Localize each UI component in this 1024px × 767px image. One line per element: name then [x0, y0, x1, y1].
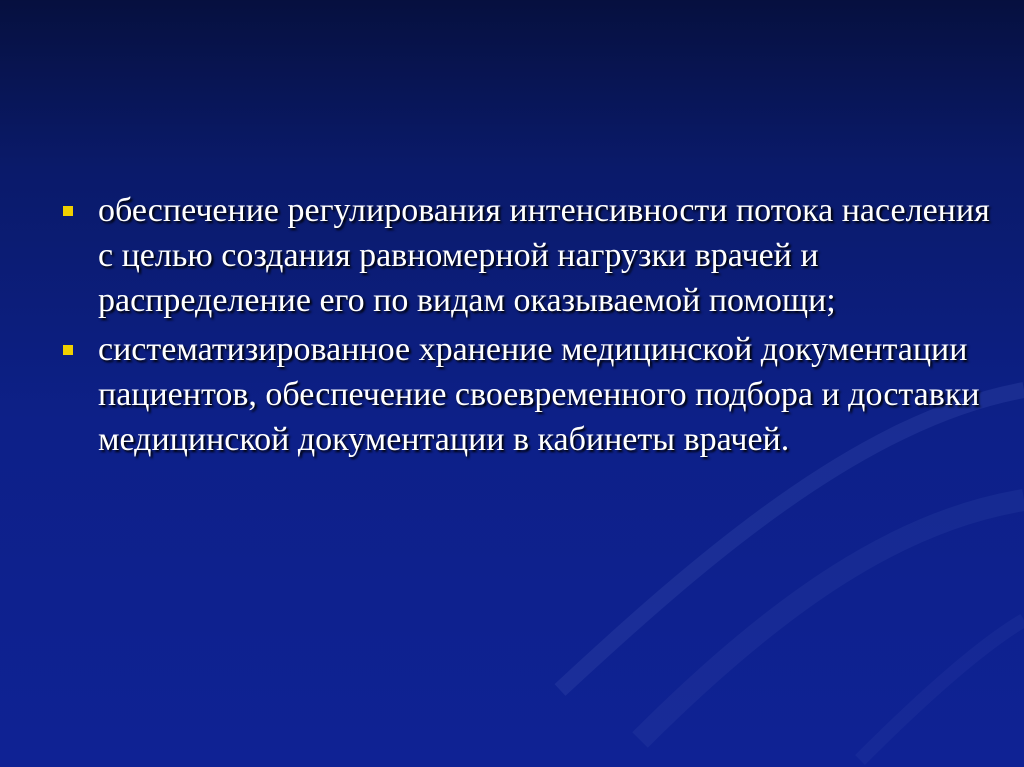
- square-bullet-icon: [63, 345, 73, 355]
- bullet-text: систематизированное хранение медицинской документации пациентов, обеспечение своевременного подбора и доставки медицинской документации в кабинеты врачей.: [98, 331, 980, 458]
- bullet-item: [60, 188, 990, 323]
- square-bullet-icon: [63, 206, 73, 216]
- bullet-item: [60, 327, 990, 462]
- bullet-text: обеспечение регулирования интенсивности потока населения с целью создания равномерной нагрузки врачей и распределение его по видам оказываемой помощи;: [98, 192, 990, 319]
- bullet-list: [60, 188, 990, 466]
